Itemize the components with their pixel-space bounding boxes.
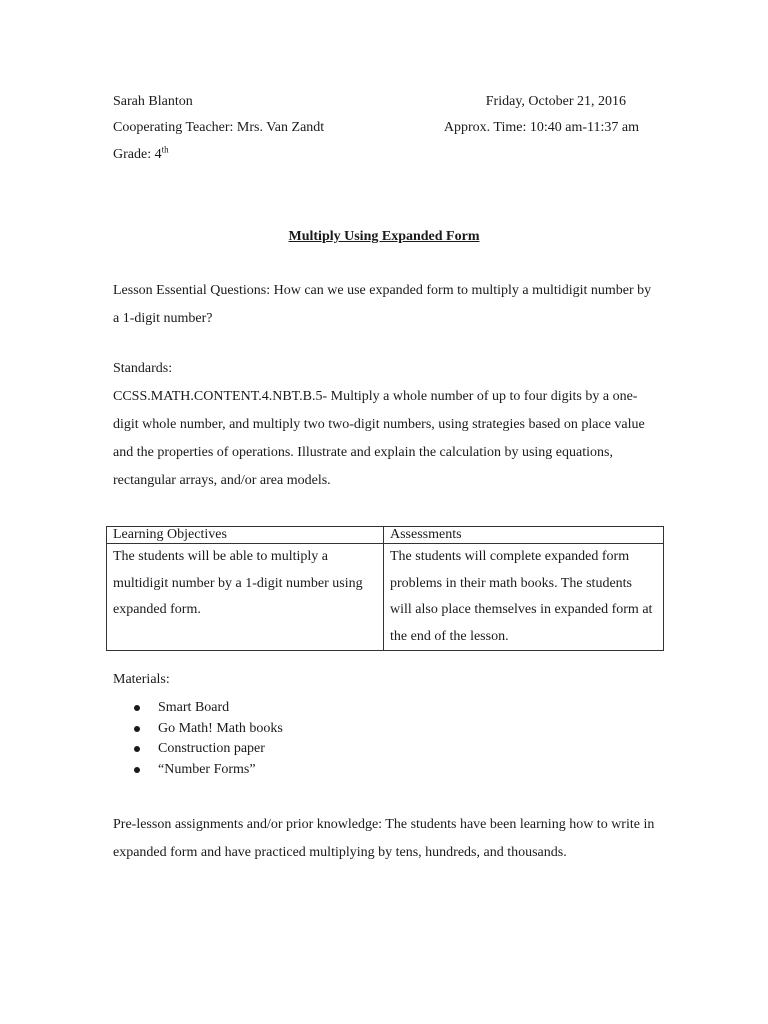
standards-section — [113, 355, 658, 495]
list-item — [113, 719, 283, 740]
table-row — [107, 544, 664, 651]
bullet-icon — [134, 705, 140, 711]
grade-label: Grade: 4 — [113, 147, 162, 162]
objective-cell: The students will be able to multiply a multidigit number by a 1-digit number using expanded form. — [107, 544, 384, 651]
material-label: Go Math! Math books — [158, 720, 283, 736]
material-label: Smart Board — [158, 700, 230, 715]
cooperating-teacher: Cooperating Teacher: Mrs. Van Zandt — [113, 120, 325, 135]
grade-suffix: th — [161, 144, 169, 155]
materials-label: Materials: — [113, 672, 170, 687]
grade-line — [113, 144, 169, 163]
bullet-icon — [134, 767, 140, 773]
lesson-title: Multiply Using Expanded Form — [288, 229, 480, 244]
prior-knowledge: Pre-lesson assignments and/or prior knowledge: The students have been learning how to write in expanded form and have practiced multiplying by tens, hundreds, and thousands. — [113, 817, 655, 860]
table-header-row — [107, 527, 664, 544]
standards-label: Standards: — [113, 361, 173, 376]
list-item — [113, 739, 283, 760]
header-assessments: Assessments — [384, 527, 664, 544]
list-item — [113, 760, 283, 781]
materials-list — [113, 698, 283, 780]
bullet-icon — [134, 726, 140, 732]
teacher-name: Sarah Blanton — [113, 94, 193, 109]
lesson-time: Approx. Time: 10:40 am-11:37 am — [443, 120, 639, 135]
header-learning-objectives: Learning Objectives — [107, 527, 384, 544]
assessment-cell: The students will complete expanded form problems in their math books. The students will also place themselves in expanded form at the end of the lesson. — [384, 544, 664, 651]
essential-questions: Lesson Essential Questions: How can we use expanded form to multiply a multidigit number by a 1-digit number? — [113, 283, 652, 326]
material-label: Construction paper — [158, 741, 265, 756]
list-item — [113, 698, 283, 719]
lesson-date: Friday, October 21, 2016 — [485, 94, 626, 109]
standards-text: CCSS.MATH.CONTENT.4.NBT.B.5- Multiply a whole number of up to four digits by a one-digit whole number, and multiply two two-digit numbers, using strategies based on place value and the properties of operations. Illustrate and explain the calculation by using equations, rectangular arrays, and/or area models. — [113, 389, 645, 488]
material-label: “Number Forms” — [158, 761, 256, 777]
objectives-table — [106, 526, 664, 651]
bullet-icon — [134, 746, 140, 752]
